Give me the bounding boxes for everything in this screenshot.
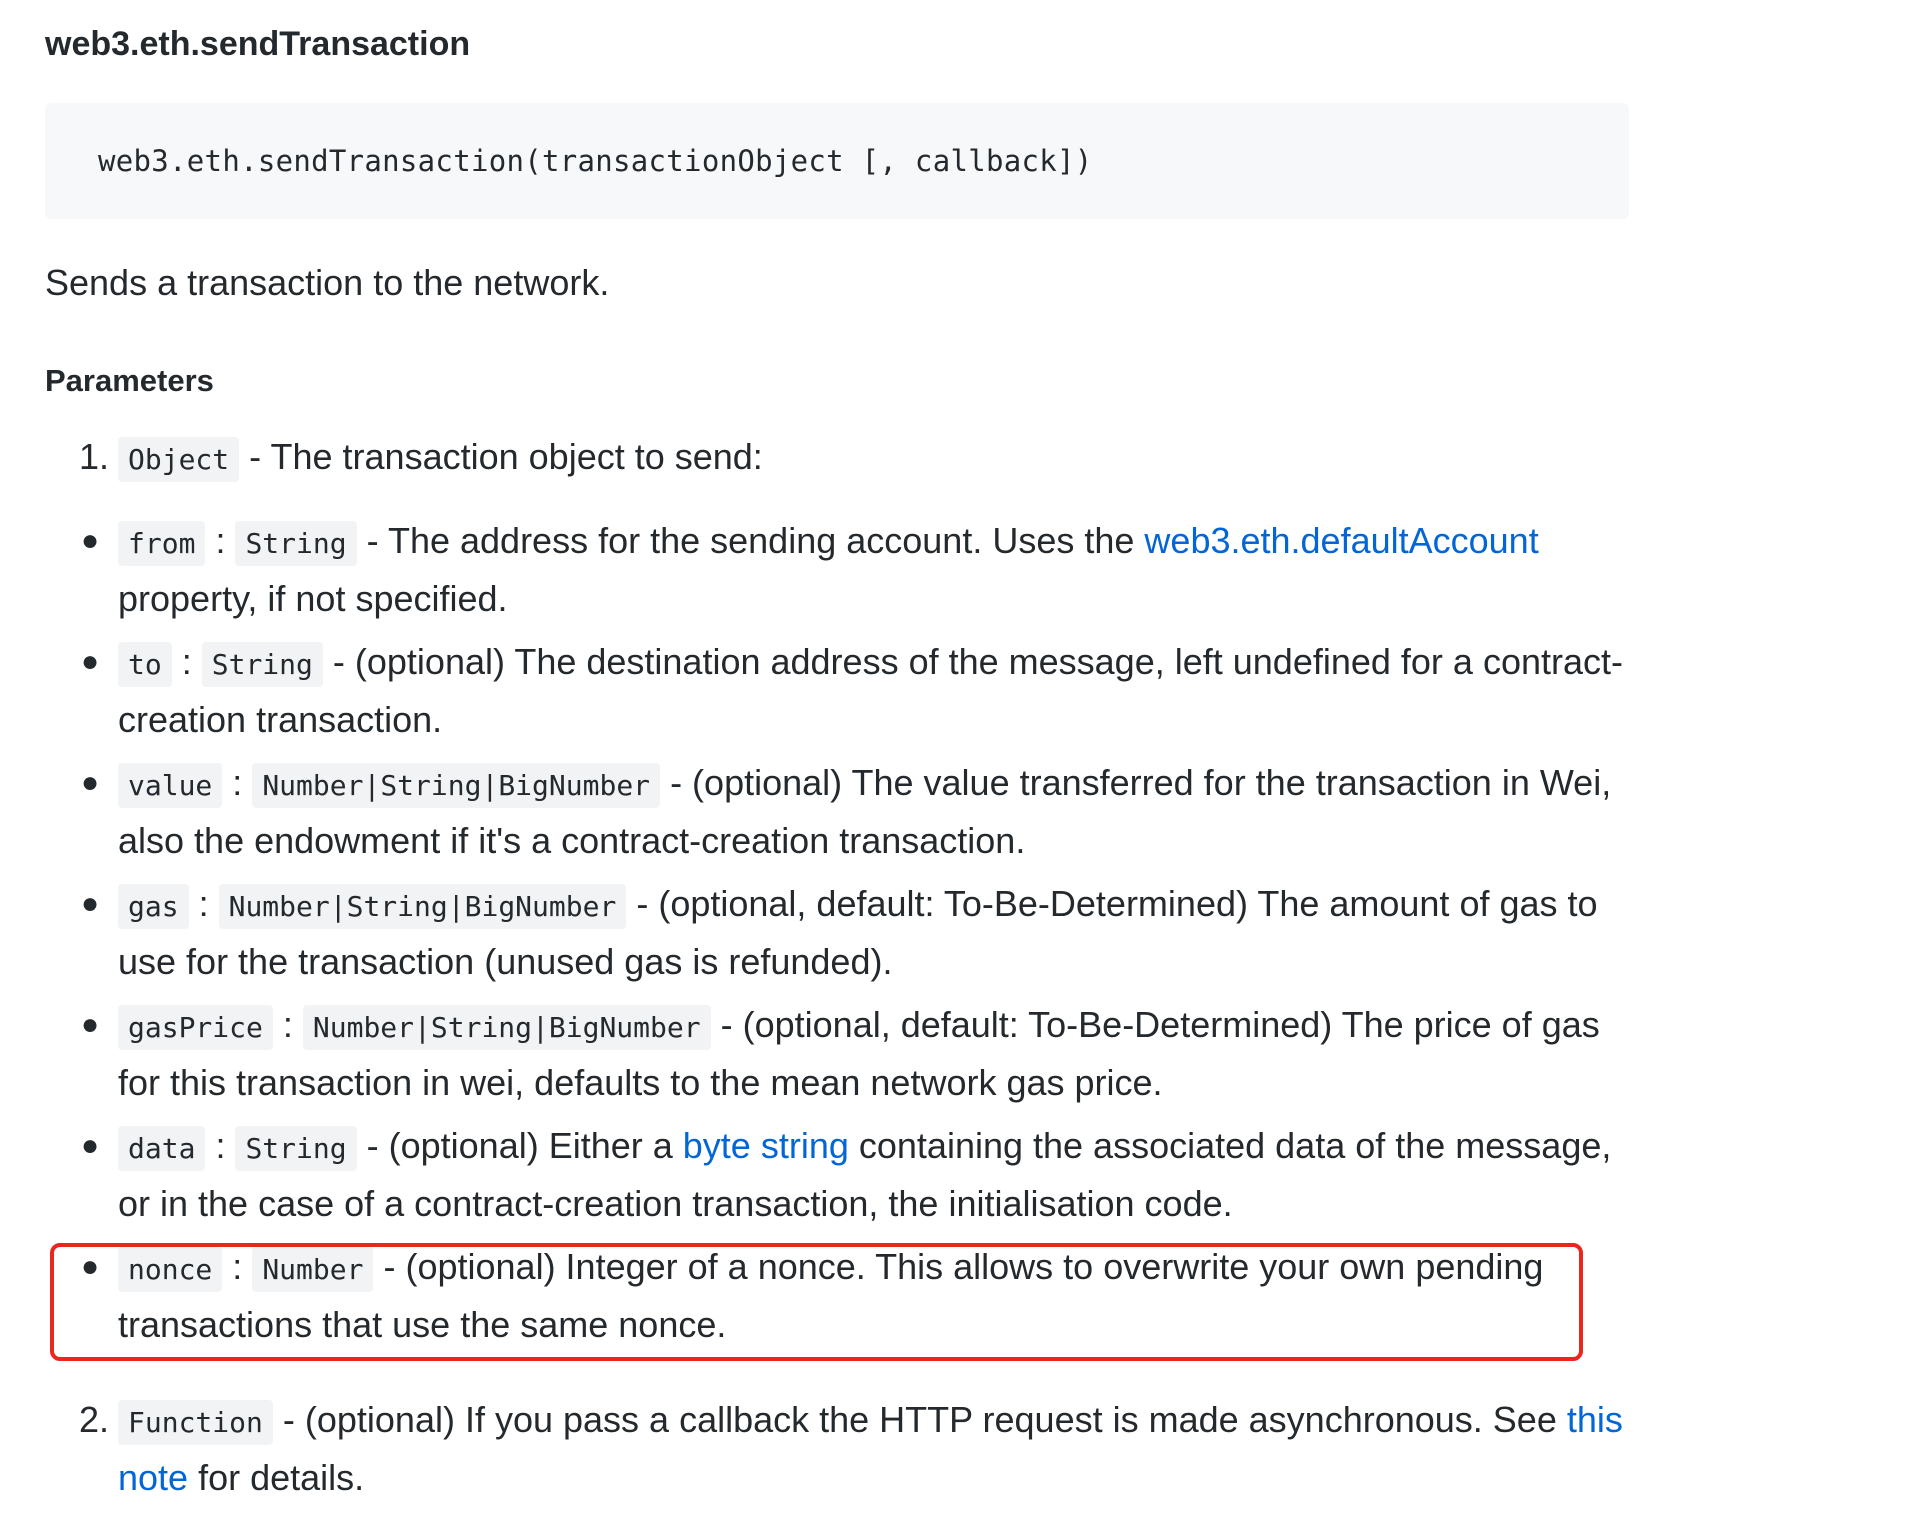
property-name-code: data [118, 1126, 205, 1171]
param-number: 1. [79, 436, 110, 477]
param-type-code: Function [118, 1400, 273, 1445]
bullet-icon: ● [81, 887, 100, 920]
property-type-code: String [202, 642, 323, 687]
bullet-icon: ● [81, 1250, 100, 1283]
property-name-code: gasPrice [118, 1005, 273, 1050]
signature-code: web3.eth.sendTransaction(transactionObject [, callback]) [98, 144, 1093, 178]
property-item-from: ● from : String - The address for the sending account. Uses the web3.eth.defaultAccount property, if not specified. [45, 513, 1645, 626]
property-name-code: to [118, 642, 172, 687]
property-text: - (optional) The value transferred for the transaction in Wei, also the endowment if it's a contract-creation transaction. [118, 762, 1612, 861]
byte-string-link[interactable]: byte string [682, 1125, 849, 1166]
property-name-code: nonce [118, 1247, 222, 1292]
param-2 [45, 1392, 1675, 1505]
property-text: - (optional) Integer of a nonce. This allows to overwrite your own pending transactions that use the same nonce. [118, 1246, 1544, 1345]
parameters-heading: Parameters [45, 363, 214, 398]
bullet-icon: ● [81, 645, 100, 678]
property-type-code: Number|String|BigNumber [303, 1005, 711, 1050]
signature-code-block [45, 103, 1629, 219]
bullet-icon: ● [81, 524, 100, 557]
default-account-link[interactable]: web3.eth.defaultAccount [1144, 520, 1539, 561]
param-type-code: Object [118, 437, 239, 482]
this-note-link[interactable]: this note [118, 1399, 1623, 1498]
property-name-code: value [118, 763, 222, 808]
doc-content [45, 0, 1675, 1505]
method-title: web3.eth.sendTransaction [45, 25, 471, 63]
property-item-value: ● value : Number|String|BigNumber - (optional) The value transferred for the transaction in Wei, also the endowment if it's a contract-creation transaction. [45, 755, 1645, 868]
property-type-code: String [235, 521, 356, 566]
property-item-data: ● data : String - (optional) Either a byte string containing the associated data of the message, or in the case of a contract-creation transaction, the initialisation code. [45, 1118, 1645, 1231]
property-text-after: property, if not specified. [118, 578, 508, 619]
property-item-nonce: ● nonce : Number - (optional) Integer of a nonce. This allows to overwrite your own pending transactions that use the same nonce. [45, 1239, 1645, 1352]
property-item-gas: ● gas : Number|String|BigNumber - (optional, default: To-Be-Determined) The amount of gas to use for the transaction (unused gas is refunded). [45, 876, 1645, 989]
method-description: Sends a transaction to the network. [45, 262, 610, 303]
property-type-code: String [235, 1126, 356, 1171]
param-text-after: for details. [198, 1457, 365, 1498]
property-item-gasprice: ● gasPrice : Number|String|BigNumber - (optional, default: To-Be-Determined) The price of gas for this transaction in wei, defaults to the mean network gas price. [45, 997, 1645, 1110]
property-type-code: Number|String|BigNumber [219, 884, 627, 929]
property-text: - (optional, default: To-Be-Determined) The amount of gas to use for the transaction (unused gas is refunded). [118, 883, 1598, 982]
property-text: - (optional, default: To-Be-Determined) The price of gas for this transaction in wei, defaults to the mean network gas price. [118, 1004, 1600, 1103]
param-text: - The transaction object to send: [249, 436, 763, 477]
property-item-to: ● to : String - (optional) The destination address of the message, left undefined for a contract-creation transaction. [45, 634, 1645, 747]
property-text: - (optional) The destination address of the message, left undefined for a contract-creation transaction. [118, 641, 1623, 740]
bullet-icon: ● [81, 1008, 100, 1041]
bullet-icon: ● [81, 1129, 100, 1162]
property-type-code: Number [252, 1247, 373, 1292]
property-text: - The address for the sending account. Uses the [366, 520, 1135, 561]
param-number: 2. [79, 1399, 110, 1440]
property-name-code: from [118, 521, 205, 566]
bullet-icon: ● [81, 766, 100, 799]
param-1 [45, 429, 1675, 487]
property-name-code: gas [118, 884, 189, 929]
transaction-object-properties [45, 513, 1675, 1352]
property-type-code: Number|String|BigNumber [252, 763, 660, 808]
param-text: - (optional) If you pass a callback the HTTP request is made asynchronous. See [282, 1399, 1557, 1440]
property-text: - (optional) Either a [366, 1125, 673, 1166]
property-text-after: containing the associated data of the message, or in the case of a contract-creation transaction, the initialisation code. [118, 1125, 1612, 1224]
